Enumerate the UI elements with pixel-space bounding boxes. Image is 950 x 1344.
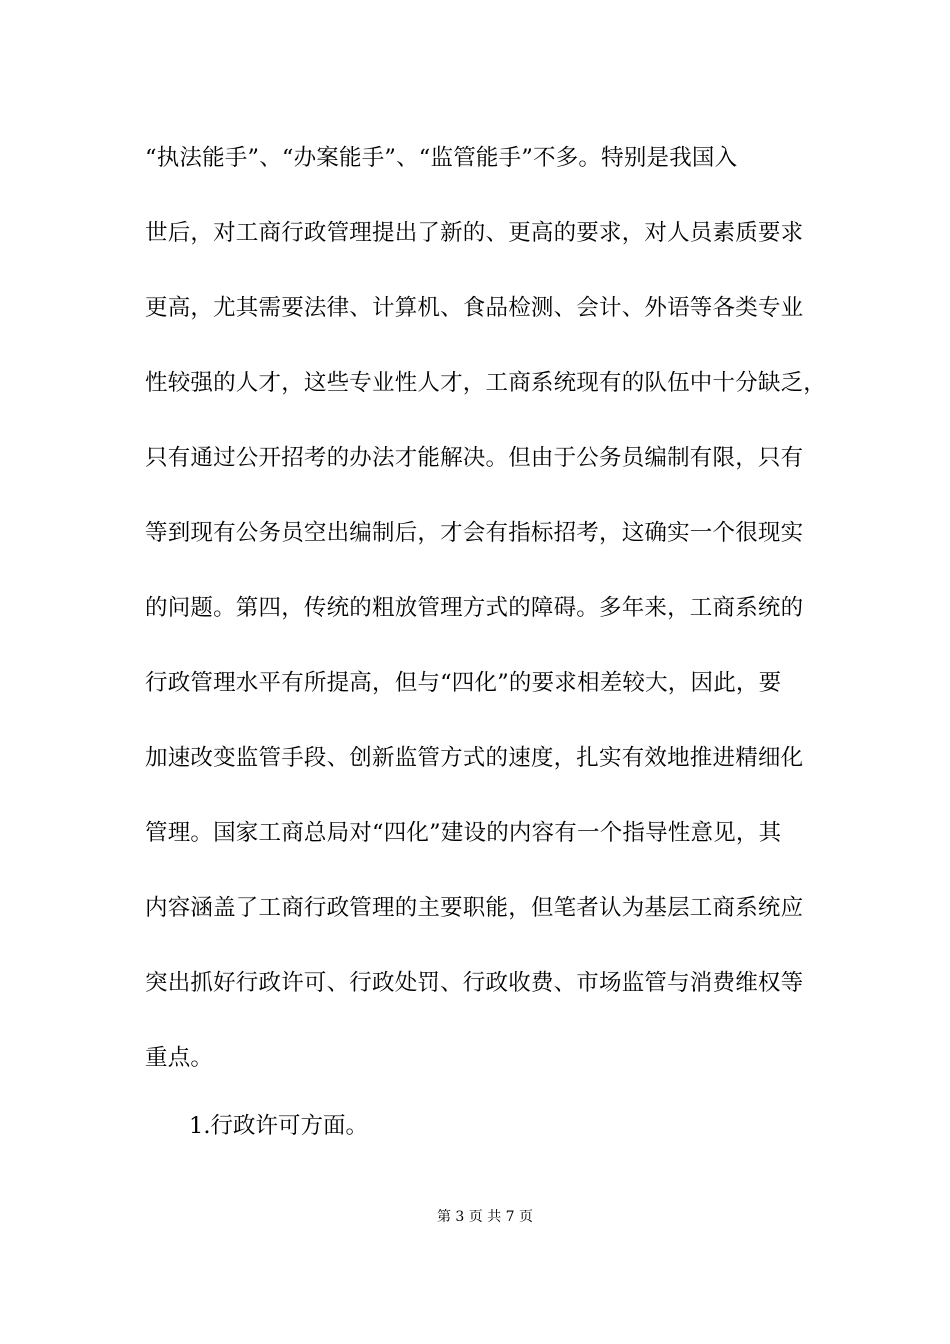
text-line: 性较强的人才，这些专业性人才，工商系统现有的队伍中十分缺乏， [145,370,827,396]
body-paragraph [145,138,835,1113]
text-line: 内容涵盖了工商行政管理的主要职能，但笔者认为基层工商系统应 [145,895,804,921]
section-heading: 1.行政许可方面。 [189,1113,368,1139]
text-line: 突出抓好行政许可、行政处罚、行政收费、市场监管与消费维权等 [145,970,804,996]
text-line: 世后，对工商行政管理提出了新的、更高的要求，对人员素质要求 [145,220,804,246]
text-line: 更高，尤其需要法律、计算机、食品检测、会计、外语等各类专业 [145,295,804,321]
text-line: 重点。 [145,1045,214,1071]
text-line: 等到现有公务员空出编制后，才会有指标招考，这确实一个很现实 [145,520,804,546]
text-line: “执法能手”、“办案能手”、“监管能手”不多。特别是我国入 [145,145,738,171]
text-line: 行政管理水平有所提高，但与“四化”的要求相差较大，因此，要 [145,670,782,696]
text-line: 只有通过公开招考的办法才能解决。但由于公务员编制有限，只有 [145,445,804,471]
text-line: 管理。国家工商总局对“四化”建设的内容有一个指导性意见，其 [145,820,782,846]
page-number-footer: 第 3 页 共 7 页 [436,1209,534,1225]
text-line: 的问题。第四，传统的粗放管理方式的障碍。多年来，工商系统的 [145,595,804,621]
text-line: 加速改变监管手段、创新监管方式的速度，扎实有效地推进精细化 [145,745,804,771]
